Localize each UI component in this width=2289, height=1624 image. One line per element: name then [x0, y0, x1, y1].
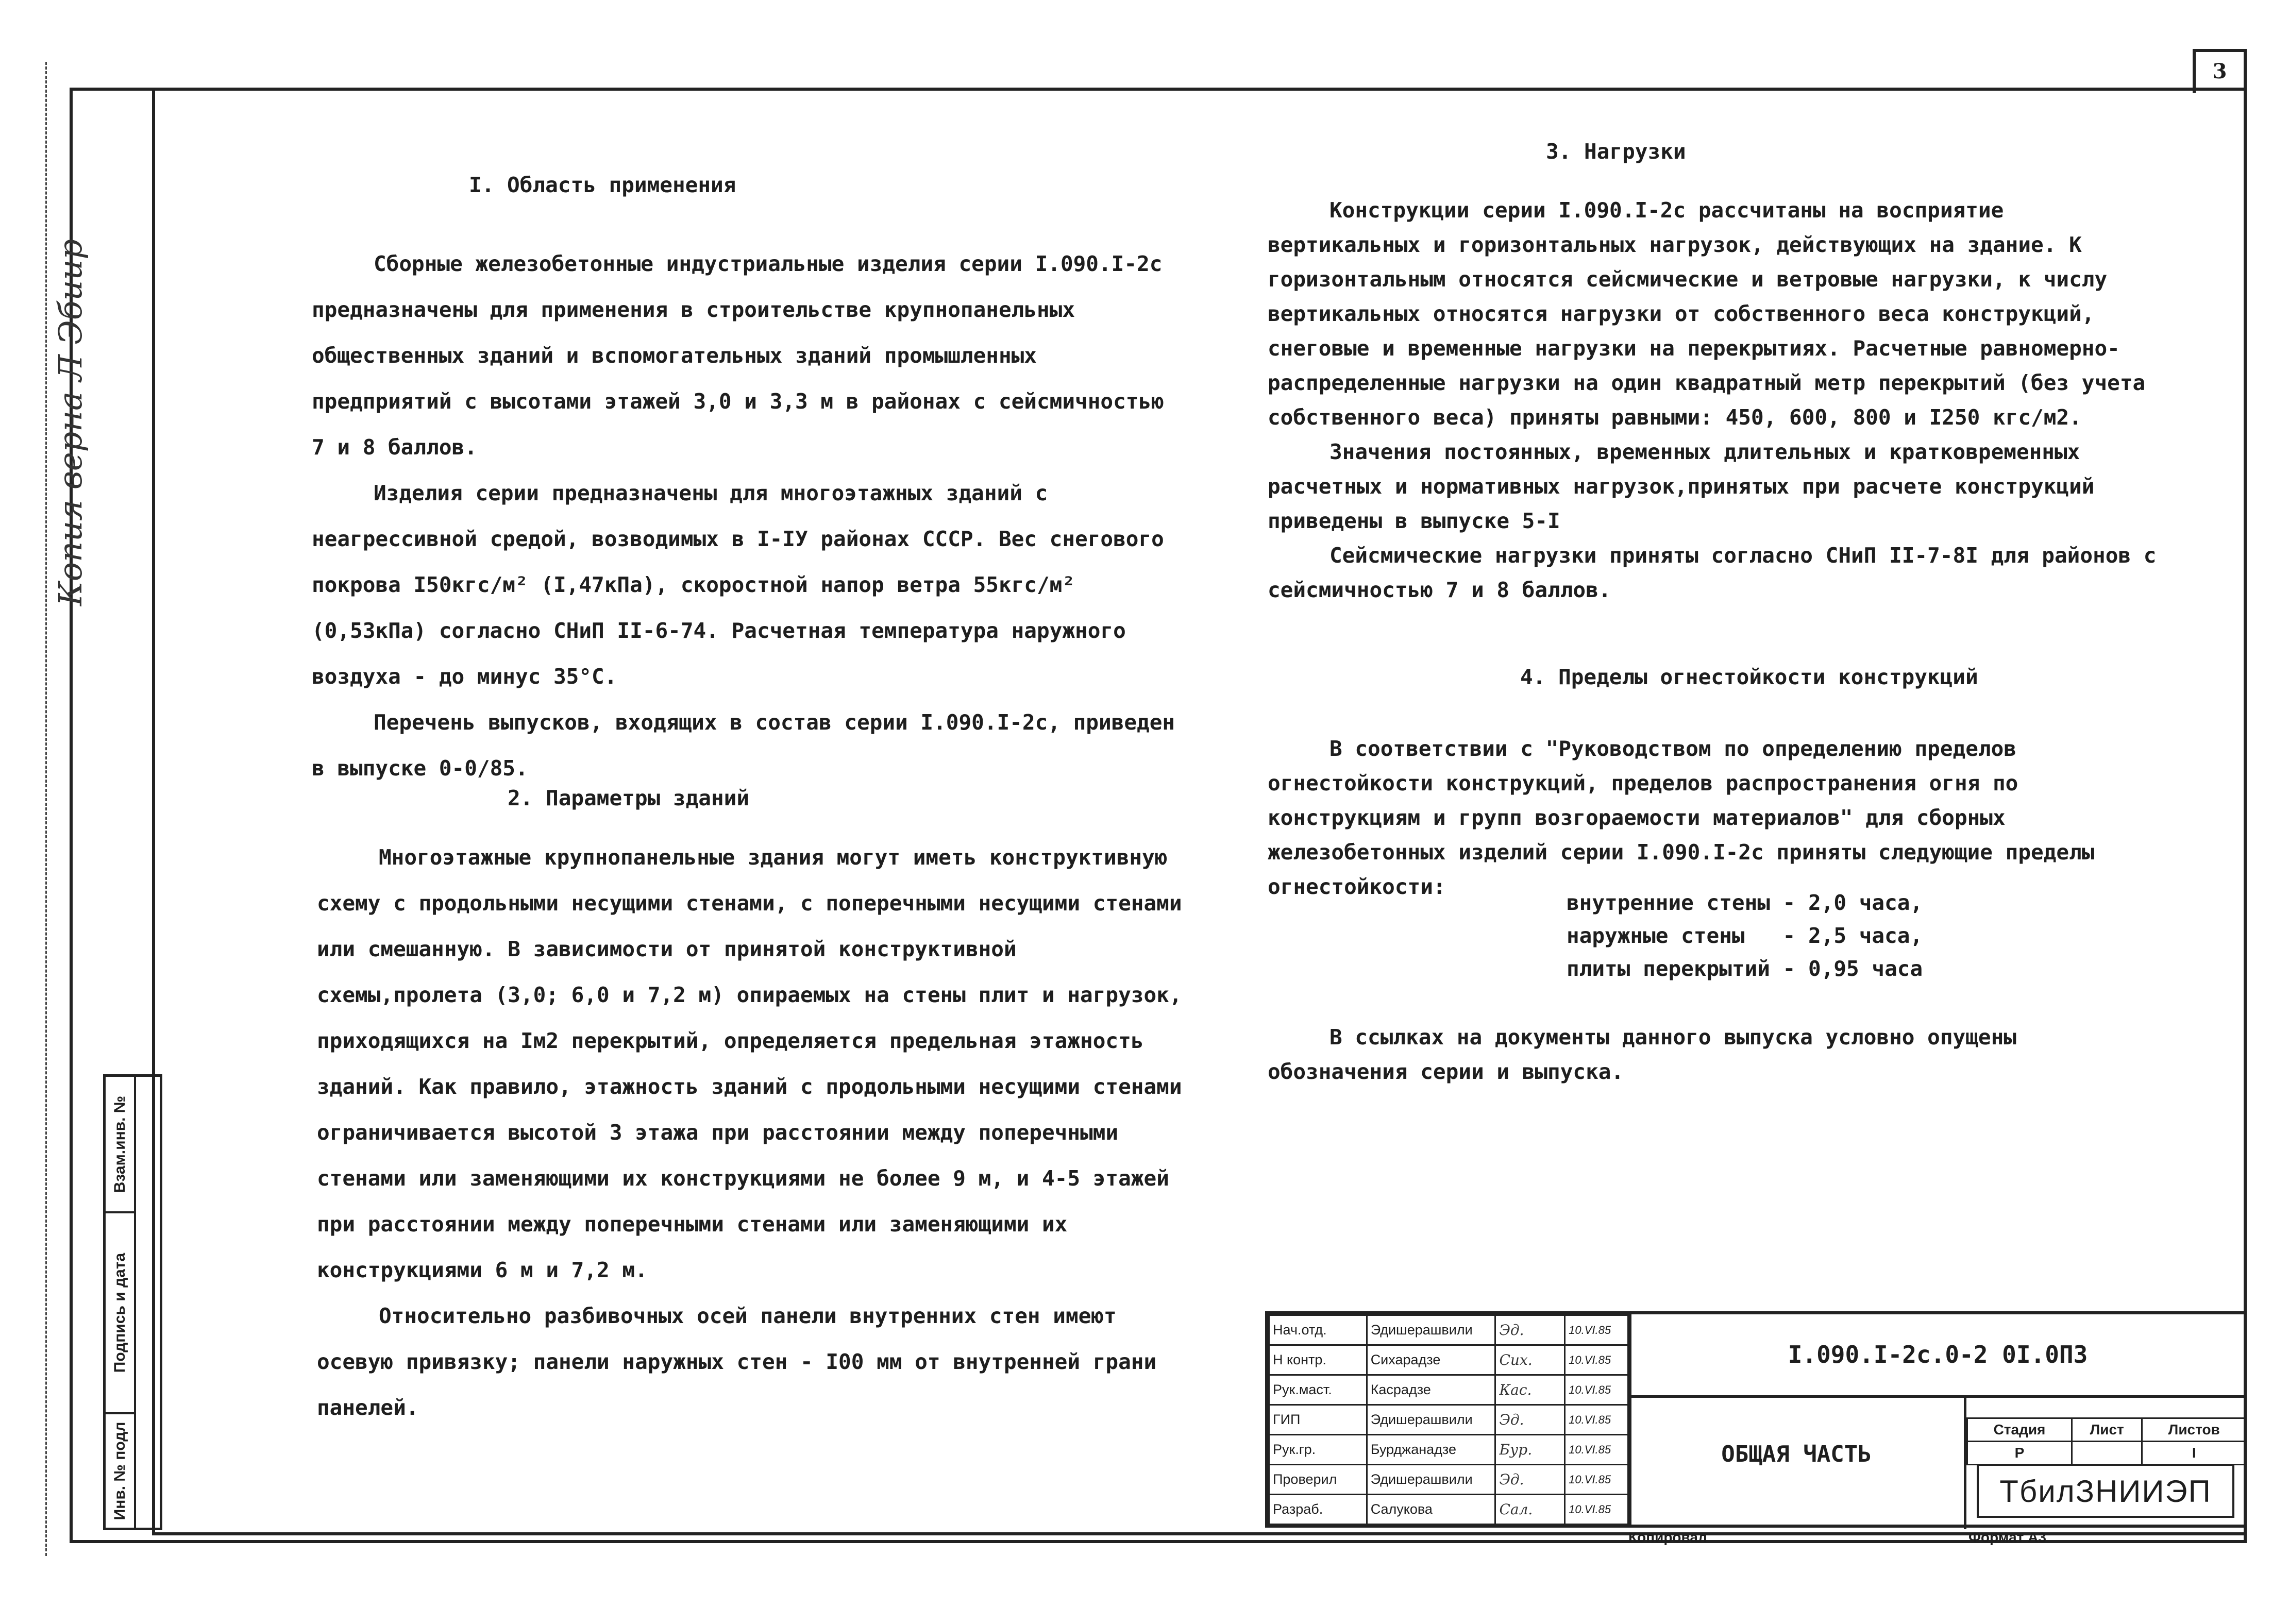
signature-name: Сихарадзе — [1367, 1345, 1495, 1375]
section-3-body — [1268, 193, 2164, 607]
signature-date: 10.VI.85 — [1565, 1375, 1628, 1405]
signature-row — [1269, 1495, 1628, 1525]
signature-sig: Сал. — [1495, 1495, 1565, 1525]
signature-date-cell — [106, 1213, 134, 1414]
signature-role: Нач.отд. — [1269, 1315, 1367, 1345]
stage-table — [1966, 1417, 2247, 1465]
signature-role: Рук.маст. — [1269, 1375, 1367, 1405]
section-2-paragraph-1: Многоэтажные крупнопанельные здания могут иметь конструктивную схему с продольными несущими стенами, с поперечными несущими стенами или смешанную. В зависимости от принятой конструктивной схемы,пролета (3,0; 6,0 и 7,2 м) опираемых на стены плит и нагрузок, приходящихся на Iм2 перекрытий, определяется предельная этажность зданий. Как правило, этажность зданий с продольными несущими стенами ограничивается высотой 3 этажа при расстоянии между поперечными стенами или заменяющими их конструкциями не более 9 м, и 4-5 этажей при расстоянии между поперечными стенами или заменяющими их конструкциями 6 м и 7,2 м. — [317, 845, 1182, 1282]
signature-date: 10.VI.85 — [1565, 1405, 1628, 1435]
handwritten-copy-note: Копия верна Л Эбиир — [52, 239, 89, 606]
approval-strip-divider — [134, 1077, 136, 1528]
sheet-header: Лист — [2072, 1418, 2142, 1442]
signature-role: Н контр. — [1269, 1345, 1367, 1375]
signature-name: Эдишерашвили — [1367, 1405, 1495, 1435]
section-1-paragraph-1: Сборные железобетонные индустриальные изделия серии I.090.I-2с предназначены для применения в строительстве крупнопанельных общественных зданий и вспомогательных зданий промышленных предприятий с высотами этажей 3,0 и 3,3 м в районах с сейсмичностью 7 и 8 баллов. — [312, 251, 1164, 460]
signature-sig: Эд. — [1495, 1465, 1565, 1495]
signature-role: Рук.гр. — [1269, 1435, 1367, 1465]
signature-role: Проверил — [1269, 1465, 1367, 1495]
signature-date: 10.VI.85 — [1565, 1345, 1628, 1375]
section-1-paragraph-3: Перечень выпусков, входящих в состав серии I.090.I-2с, приведен в выпуске 0-0/85. — [312, 710, 1175, 781]
signature-date: 10.VI.85 — [1565, 1495, 1628, 1525]
section-2-body — [317, 835, 1193, 1431]
signature-sig: Бур. — [1495, 1435, 1565, 1465]
signature-date: 10.VI.85 — [1565, 1435, 1628, 1465]
replace-inv-label: Взам.инв. № — [111, 1095, 128, 1193]
signature-name: Бурджанадзе — [1367, 1435, 1495, 1465]
inv-number-cell — [106, 1414, 134, 1528]
document-code: I.090.I-2с.0-2 0I.0ПЗ — [1788, 1341, 2088, 1368]
signature-date: 10.VI.85 — [1565, 1465, 1628, 1495]
signature-sig: Кас. — [1495, 1375, 1565, 1405]
section-3-paragraph-1: Конструкции серии I.090.I-2с рассчитаны на восприятие вертикальных и горизонтальных нагрузок, действующих на здание. К горизонтальным относятся сейсмические и ветровые нагрузки, к числу вертикальных относятся нагрузки от собственного веса конструкций, снеговые и временные нагрузки на перекрытиях. Расчетные равномерно-распределенные нагрузки на один квадратный метр перекрытий (без учета собственного веса) приняты равными: 450, 600, 800 и I250 кгс/м2. — [1268, 198, 2146, 430]
margin-cut-line — [45, 62, 47, 1556]
signature-role: ГИП — [1269, 1405, 1367, 1435]
organization-name: ТбилЗНИИЭП — [1977, 1464, 2234, 1518]
signature-sig: Сих. — [1495, 1345, 1565, 1375]
section-1-body — [312, 241, 1183, 791]
signature-sig: Эд. — [1495, 1315, 1565, 1345]
section-1-title: I. Область применения — [469, 173, 736, 197]
signature-name: Эдишерашвили — [1367, 1315, 1495, 1345]
section-4-body — [1268, 732, 2164, 904]
stage-header: Стадия — [1967, 1418, 2072, 1442]
section-2-title: 2. Параметры зданий — [508, 786, 749, 810]
sheet-value — [2072, 1442, 2142, 1465]
signature-row — [1269, 1345, 1628, 1375]
signature-row — [1269, 1435, 1628, 1465]
signatures-table — [1268, 1314, 1629, 1525]
signature-date-label: Подпись и дата — [111, 1253, 128, 1373]
section-3-title: 3. Нагрузки — [1546, 139, 1686, 164]
section-4-title: 4. Пределы огнестойкости конструкций — [1520, 665, 1978, 689]
section-3-paragraph-3: Сейсмические нагрузки приняты согласно СНиП II-7-8I для районов с сейсмичностью 7 и 8 баллов. — [1268, 543, 2157, 602]
section-4-paragraph-2: В ссылках на документы данного выпуска условно опущены обозначения серии и выпуска. — [1268, 1025, 2016, 1084]
inv-number-label: Инв. № подл — [111, 1422, 128, 1520]
signature-name: Касрадзе — [1367, 1375, 1495, 1405]
title-block — [1265, 1311, 2247, 1528]
section-4-note — [1268, 1020, 2164, 1089]
replace-inv-cell — [106, 1077, 134, 1213]
section-4-paragraph-1: В соответствии с "Руководством по определению пределов огнестойкости конструкций, пределов распространения огня по конструкциям и групп возгораемости материалов" для сборных железобетонных изделий серии I.090.I-2с приняты следующие пределы огнестойкости: — [1268, 736, 2095, 899]
signature-name: Эдишерашвили — [1367, 1465, 1495, 1495]
sheets-total-header: Листов — [2142, 1418, 2246, 1442]
format-label: Формат А3 — [1968, 1529, 2046, 1545]
stage-value: Р — [1967, 1442, 2072, 1465]
signature-role: Разраб. — [1269, 1495, 1367, 1525]
section-1-paragraph-2: Изделия серии предназначены для многоэтажных зданий с неагрессивной средой, возводимых в I-IУ районах СССР. Вес снегового покрова I50кгс/м² (I,47кПа), скоростной напор ветра 55кгс/м² (0,53кПа) согласно СНиП II-6-74. Расчетная температура наружного воздуха - до минус 35°С. — [312, 481, 1164, 689]
sheets-total-value: I — [2142, 1442, 2246, 1465]
signature-name: Салукова — [1367, 1495, 1495, 1525]
signature-row — [1269, 1465, 1628, 1495]
approval-strip — [103, 1074, 162, 1530]
section-2-paragraph-2: Относительно разбивочных осей панели внутренних стен имеют осевую привязку; панели наружных стен - I00 мм от внутренней грани панелей. — [317, 1304, 1157, 1420]
copied-by-label: Копировал — [1628, 1529, 1707, 1545]
document-title: ОБЩАЯ ЧАСТЬ — [1721, 1441, 1872, 1467]
signature-row — [1269, 1405, 1628, 1435]
signature-row — [1269, 1315, 1628, 1345]
sheet-number: 3 — [2193, 49, 2247, 93]
signature-row — [1269, 1375, 1628, 1405]
signature-date: 10.VI.85 — [1565, 1315, 1628, 1345]
signature-sig: Эд. — [1495, 1405, 1565, 1435]
fire-resistance-list: внутренние стены - 2,0 часа, наружные стены - 2,5 часа, плиты перекрытий - 0,95 часа — [1567, 890, 1923, 981]
section-3-paragraph-2: Значения постоянных, временных длительных и кратковременных расчетных и нормативных нагрузок,принятых при расчете конструкций приведены в выпуске 5-I — [1268, 439, 2095, 533]
